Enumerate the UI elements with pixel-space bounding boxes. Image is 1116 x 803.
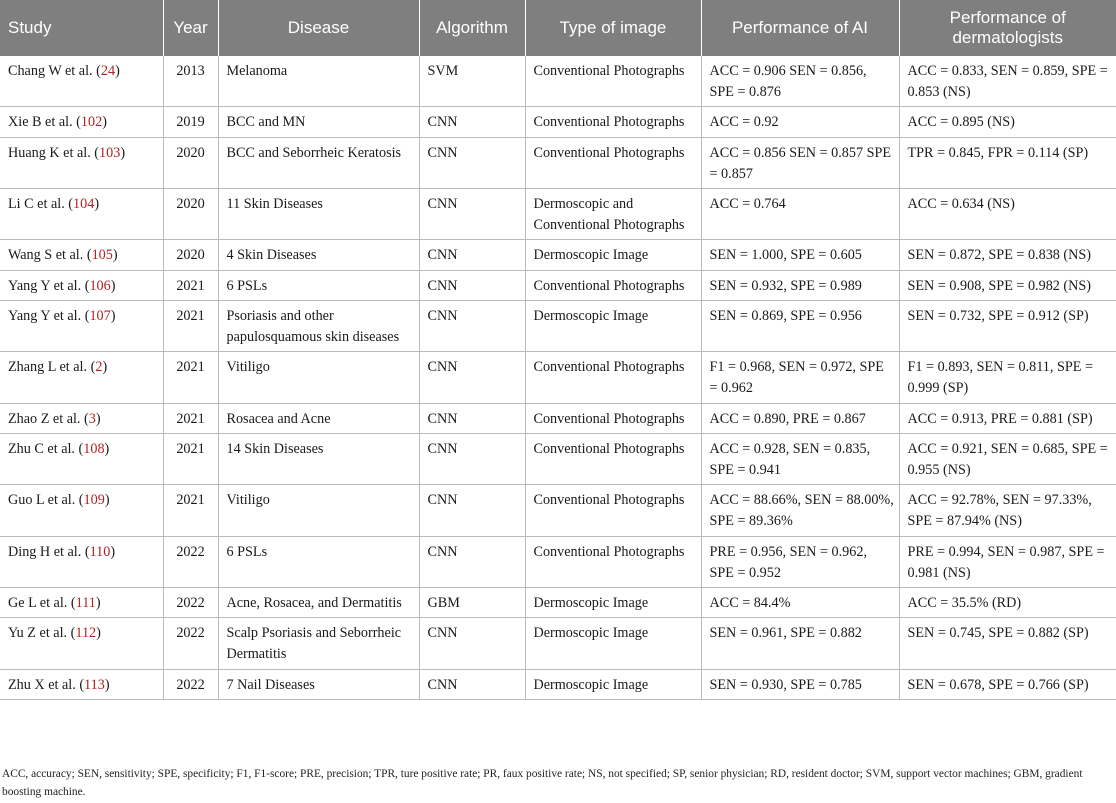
algorithm-cell: CNN bbox=[419, 270, 525, 300]
algorithm-cell: GBM bbox=[419, 588, 525, 618]
table-row bbox=[0, 669, 1116, 699]
performance-ai-cell: ACC = 88.66%, SEN = 88.00%, SPE = 89.36% bbox=[701, 485, 899, 536]
image-type-cell: Dermoscopic Image bbox=[525, 240, 701, 270]
header-year: Year bbox=[163, 0, 218, 56]
year-cell: 2020 bbox=[163, 137, 218, 188]
table-footnote: ACC, accuracy; SEN, sensitivity; SPE, specificity; F1, F1-score; PRE, precision; TPR, ture positive rate; PR, faux positive rate; NS, not specified; SP, senior physician; RD, resident doctor; SVM, support vector machines; GBM, gradient boosting machine. bbox=[2, 768, 1083, 798]
algorithm-cell: CNN bbox=[419, 403, 525, 433]
image-type-cell: Conventional Photographs bbox=[525, 107, 701, 137]
year-cell: 2021 bbox=[163, 270, 218, 300]
study-cell: Li C et al. (104) bbox=[0, 189, 163, 240]
table-row bbox=[0, 56, 1116, 107]
reference-link[interactable]: 104 bbox=[73, 196, 95, 213]
disease-cell: Psoriasis and other papulosquamous skin diseases bbox=[218, 300, 419, 351]
table-row bbox=[0, 536, 1116, 587]
performance-ai-cell: SEN = 0.869, SPE = 0.956 bbox=[701, 300, 899, 351]
table-row bbox=[0, 433, 1116, 484]
study-author: Xie B et al. bbox=[8, 114, 73, 131]
disease-cell: 4 Skin Diseases bbox=[218, 240, 419, 270]
table-row bbox=[0, 107, 1116, 137]
study-cell: Huang K et al. (103) bbox=[0, 137, 163, 188]
study-cell: Yang Y et al. (106) bbox=[0, 270, 163, 300]
study-cell: Yang Y et al. (107) bbox=[0, 300, 163, 351]
performance-ai-cell: ACC = 0.92 bbox=[701, 107, 899, 137]
performance-dermatologists-cell: SEN = 0.908, SPE = 0.982 (NS) bbox=[899, 270, 1116, 300]
study-author: Zhang L et al. bbox=[8, 359, 88, 376]
study-author: Guo L et al. bbox=[8, 492, 76, 509]
performance-ai-cell: SEN = 0.930, SPE = 0.785 bbox=[701, 669, 899, 699]
disease-cell: 7 Nail Diseases bbox=[218, 669, 419, 699]
study-cell: Zhang L et al. (2) bbox=[0, 352, 163, 403]
study-cell: Wang S et al. (105) bbox=[0, 240, 163, 270]
algorithm-cell: CNN bbox=[419, 137, 525, 188]
study-author: Yu Z et al. bbox=[8, 625, 68, 642]
year-cell: 2020 bbox=[163, 189, 218, 240]
study-author: Chang W et al. bbox=[8, 63, 93, 79]
header-algorithm: Algorithm bbox=[419, 0, 525, 56]
performance-ai-cell: ACC = 0.906 SEN = 0.856, SPE = 0.876 bbox=[701, 56, 899, 107]
year-cell: 2021 bbox=[163, 352, 218, 403]
reference-link[interactable]: 107 bbox=[89, 307, 111, 324]
reference-link[interactable]: 113 bbox=[84, 676, 105, 693]
algorithm-cell: CNN bbox=[419, 300, 525, 351]
performance-ai-cell: ACC = 0.928, SEN = 0.835, SPE = 0.941 bbox=[701, 433, 899, 484]
study-author: Ge L et al. bbox=[8, 595, 68, 612]
table-row bbox=[0, 240, 1116, 270]
study-cell: Zhu X et al. (113) bbox=[0, 669, 163, 699]
image-type-cell: Conventional Photographs bbox=[525, 536, 701, 587]
algorithm-cell: CNN bbox=[419, 352, 525, 403]
study-author: Huang K et al. bbox=[8, 144, 91, 161]
performance-ai-cell: SEN = 0.932, SPE = 0.989 bbox=[701, 270, 899, 300]
performance-ai-cell: F1 = 0.968, SEN = 0.972, SPE = 0.962 bbox=[701, 352, 899, 403]
disease-cell: 6 PSLs bbox=[218, 270, 419, 300]
reference-link[interactable]: 3 bbox=[88, 410, 96, 427]
algorithm-cell: CNN bbox=[419, 618, 525, 669]
table-row bbox=[0, 618, 1116, 669]
performance-dermatologists-cell: ACC = 0.895 (NS) bbox=[899, 107, 1116, 137]
year-cell: 2019 bbox=[163, 107, 218, 137]
study-cell: Chang W et al. (24) bbox=[0, 56, 163, 107]
disease-cell: Vitiligo bbox=[218, 485, 419, 536]
performance-dermatologists-cell: ACC = 0.634 (NS) bbox=[899, 189, 1116, 240]
performance-dermatologists-cell: ACC = 92.78%, SEN = 97.33%, SPE = 87.94% (NS) bbox=[899, 485, 1116, 536]
performance-dermatologists-cell: SEN = 0.745, SPE = 0.882 (SP) bbox=[899, 618, 1116, 669]
algorithm-cell: CNN bbox=[419, 433, 525, 484]
performance-dermatologists-cell: ACC = 0.913, PRE = 0.881 (SP) bbox=[899, 403, 1116, 433]
study-cell: Ding H et al. (110) bbox=[0, 536, 163, 587]
table-row bbox=[0, 270, 1116, 300]
header-disease: Disease bbox=[218, 0, 419, 56]
disease-cell: BCC and Seborrheic Keratosis bbox=[218, 137, 419, 188]
year-cell: 2021 bbox=[163, 485, 218, 536]
performance-dermatologists-cell: SEN = 0.678, SPE = 0.766 (SP) bbox=[899, 669, 1116, 699]
study-author: Li C et al. bbox=[8, 196, 65, 213]
table-row bbox=[0, 485, 1116, 536]
study-author: Zhu C et al. bbox=[8, 440, 75, 457]
reference-link[interactable]: 106 bbox=[89, 277, 111, 294]
year-cell: 2020 bbox=[163, 240, 218, 270]
disease-cell: Scalp Psoriasis and Seborrheic Dermatitis bbox=[218, 618, 419, 669]
disease-cell: Melanoma bbox=[218, 56, 419, 107]
header-performance-ai: Performance of AI bbox=[701, 0, 899, 56]
algorithm-cell: SVM bbox=[419, 56, 525, 107]
algorithm-cell: CNN bbox=[419, 536, 525, 587]
image-type-cell: Dermoscopic Image bbox=[525, 618, 701, 669]
reference-link[interactable]: 105 bbox=[91, 247, 113, 264]
year-cell: 2022 bbox=[163, 588, 218, 618]
study-author: Yang Y et al. bbox=[8, 277, 82, 294]
disease-cell: Acne, Rosacea, and Dermatitis bbox=[218, 588, 419, 618]
table-row bbox=[0, 137, 1116, 188]
reference-link[interactable]: 2 bbox=[95, 359, 103, 376]
table-row bbox=[0, 300, 1116, 351]
reference-link[interactable]: 111 bbox=[75, 595, 96, 612]
year-cell: 2022 bbox=[163, 536, 218, 587]
study-cell: Xie B et al. (102) bbox=[0, 107, 163, 137]
reference-link[interactable]: 112 bbox=[75, 625, 97, 642]
performance-dermatologists-cell: PRE = 0.994, SEN = 0.987, SPE = 0.981 (NS) bbox=[899, 536, 1116, 587]
performance-dermatologists-cell: TPR = 0.845, FPR = 0.114 (SP) bbox=[899, 137, 1116, 188]
performance-ai-cell: PRE = 0.956, SEN = 0.962, SPE = 0.952 bbox=[701, 536, 899, 587]
algorithm-cell: CNN bbox=[419, 240, 525, 270]
study-author: Yang Y et al. bbox=[8, 307, 82, 324]
header-study: Study bbox=[0, 0, 163, 56]
study-cell: Zhao Z et al. (3) bbox=[0, 403, 163, 433]
header-row bbox=[0, 0, 1116, 56]
table-body bbox=[0, 56, 1116, 699]
performance-dermatologists-cell: SEN = 0.732, SPE = 0.912 (SP) bbox=[899, 300, 1116, 351]
performance-dermatologists-cell: ACC = 0.833, SEN = 0.859, SPE = 0.853 (NS) bbox=[899, 56, 1116, 107]
performance-ai-cell: ACC = 0.764 bbox=[701, 189, 899, 240]
study-cell: Zhu C et al. (108) bbox=[0, 433, 163, 484]
performance-dermatologists-cell: ACC = 35.5% (RD) bbox=[899, 588, 1116, 618]
header-image-type: Type of image bbox=[525, 0, 701, 56]
table-row bbox=[0, 588, 1116, 618]
algorithm-cell: CNN bbox=[419, 107, 525, 137]
year-cell: 2021 bbox=[163, 403, 218, 433]
image-type-cell: Conventional Photographs bbox=[525, 270, 701, 300]
algorithm-cell: CNN bbox=[419, 189, 525, 240]
performance-ai-cell: SEN = 1.000, SPE = 0.605 bbox=[701, 240, 899, 270]
image-type-cell: Dermoscopic Image bbox=[525, 669, 701, 699]
performance-dermatologists-cell: SEN = 0.872, SPE = 0.838 (NS) bbox=[899, 240, 1116, 270]
table-row bbox=[0, 189, 1116, 240]
reference-link[interactable]: 102 bbox=[80, 114, 103, 131]
disease-cell: BCC and MN bbox=[218, 107, 419, 137]
disease-cell: Rosacea and Acne bbox=[218, 403, 419, 433]
year-cell: 2021 bbox=[163, 300, 218, 351]
disease-cell: 6 PSLs bbox=[218, 536, 419, 587]
year-cell: 2022 bbox=[163, 669, 218, 699]
study-author: Zhao Z et al. bbox=[8, 410, 81, 427]
disease-cell: Vitiligo bbox=[218, 352, 419, 403]
performance-dermatologists-cell: F1 = 0.893, SEN = 0.811, SPE = 0.999 (SP) bbox=[899, 352, 1116, 403]
performance-ai-cell: SEN = 0.961, SPE = 0.882 bbox=[701, 618, 899, 669]
disease-cell: 11 Skin Diseases bbox=[218, 189, 419, 240]
reference-link[interactable]: 108 bbox=[83, 440, 105, 457]
performance-ai-cell: ACC = 84.4% bbox=[701, 588, 899, 618]
study-cell: Guo L et al. (109) bbox=[0, 485, 163, 536]
image-type-cell: Conventional Photographs bbox=[525, 56, 701, 107]
reference-link[interactable]: 110 bbox=[89, 543, 111, 560]
image-type-cell: Conventional Photographs bbox=[525, 433, 701, 484]
disease-cell: 14 Skin Diseases bbox=[218, 433, 419, 484]
algorithm-cell: CNN bbox=[419, 485, 525, 536]
year-cell: 2022 bbox=[163, 618, 218, 669]
study-cell: Yu Z et al. (112) bbox=[0, 618, 163, 669]
algorithm-cell: CNN bbox=[419, 669, 525, 699]
year-cell: 2013 bbox=[163, 56, 218, 107]
year-cell: 2021 bbox=[163, 433, 218, 484]
image-type-cell: Dermoscopic and Conventional Photographs bbox=[525, 189, 701, 240]
performance-ai-cell: ACC = 0.856 SEN = 0.857 SPE = 0.857 bbox=[701, 137, 899, 188]
study-author: Wang S et al. bbox=[8, 247, 84, 264]
table-row bbox=[0, 352, 1116, 403]
reference-link[interactable]: 103 bbox=[99, 144, 121, 161]
image-type-cell: Conventional Photographs bbox=[525, 403, 701, 433]
image-type-cell: Dermoscopic Image bbox=[525, 588, 701, 618]
reference-link[interactable]: 24 bbox=[100, 63, 116, 79]
image-type-cell: Conventional Photographs bbox=[525, 485, 701, 536]
image-type-cell: Conventional Photographs bbox=[525, 352, 701, 403]
study-author: Ding H et al. bbox=[8, 543, 82, 560]
header-performance-dermatologists: Performance of dermatologists bbox=[899, 0, 1116, 56]
performance-dermatologists-cell: ACC = 0.921, SEN = 0.685, SPE = 0.955 (NS) bbox=[899, 433, 1116, 484]
study-author: Zhu X et al. bbox=[8, 676, 76, 693]
image-type-cell: Conventional Photographs bbox=[525, 137, 701, 188]
image-type-cell: Dermoscopic Image bbox=[525, 300, 701, 351]
reference-link[interactable]: 109 bbox=[83, 492, 105, 509]
table-row bbox=[0, 403, 1116, 433]
study-cell: Ge L et al. (111) bbox=[0, 588, 163, 618]
performance-ai-cell: ACC = 0.890, PRE = 0.867 bbox=[701, 403, 899, 433]
